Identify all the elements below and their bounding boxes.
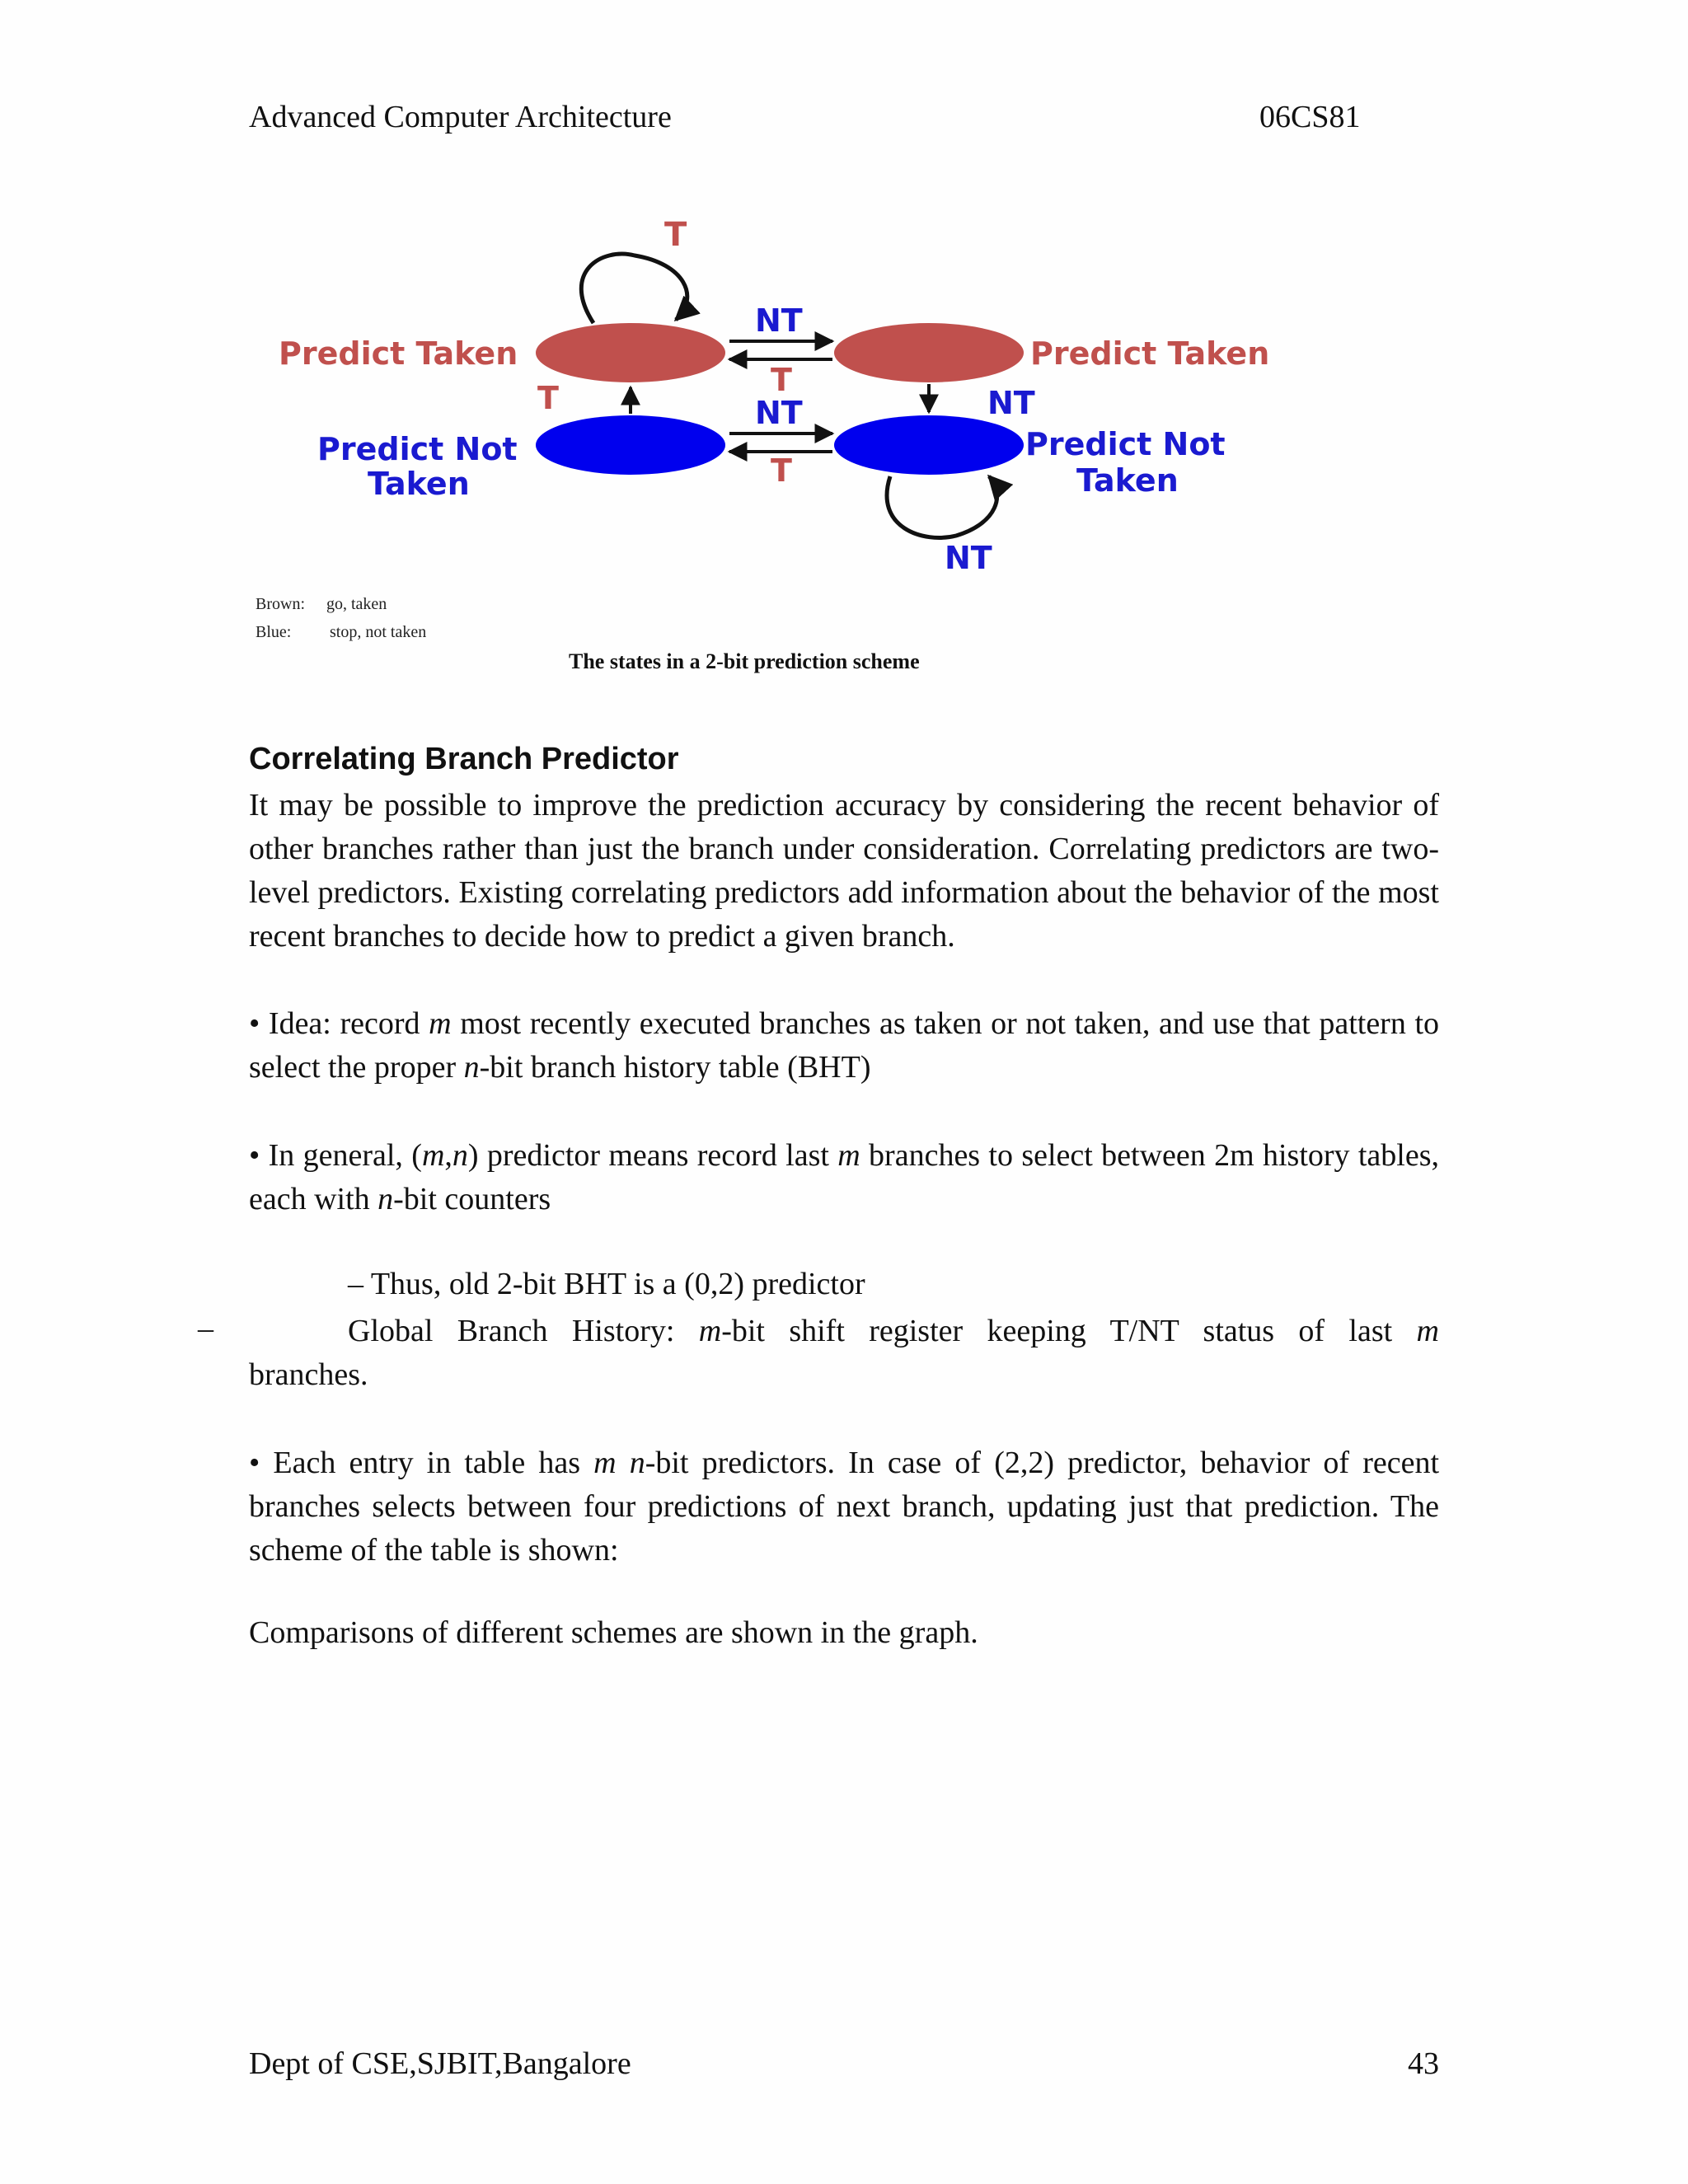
paragraph-old-bht: – Thus, old 2-bit BHT is a (0,2) predictor xyxy=(348,1267,865,1301)
footer-dept: Dept of CSE,SJBIT,Bangalore xyxy=(249,2046,631,2081)
header-course-code: 06CS81 xyxy=(1259,100,1361,134)
label-predict-not-right-1: Predict Not xyxy=(1025,426,1226,462)
label-nt-right: NT xyxy=(987,385,1035,421)
state-strong-not-taken xyxy=(834,415,1024,475)
label-predict-taken-right: Predict Taken xyxy=(1030,335,1270,372)
label-t-left: T xyxy=(537,380,559,416)
label-top-t: T xyxy=(664,216,687,254)
paragraph-global-history: Global Branch History: m-bit shift register keeping T/NT status of last m xyxy=(348,1314,1439,1348)
state-strong-taken xyxy=(536,323,725,382)
paragraph-intro: It may be possible to improve the prediction accuracy by considering the recent behavior of other branches rather than just the branch under consideration. Correlating predictors are two-level predictors. Existing correlating predictors add information about the behavior of the most recent branches to decide how to predict a given branch. xyxy=(249,788,1439,954)
diagram-caption: The states in a 2-bit prediction scheme xyxy=(569,649,920,673)
paragraph-idea: • Idea: record m most recently executed branches as taken or not taken, and use that pattern to select the proper n-bit branch history table (BHT) xyxy=(249,1006,1440,1085)
state-diagram xyxy=(0,0,1688,701)
label-nt-bottom: NT xyxy=(945,540,992,576)
legend-brown-key: Brown: xyxy=(256,595,305,613)
label-nt-top: NT xyxy=(755,302,803,339)
state-weak-taken xyxy=(834,323,1024,382)
label-predict-not-left-1: Predict Not xyxy=(317,431,518,467)
section-title: Correlating Branch Predictor xyxy=(249,742,679,776)
self-loop-taken-arrow xyxy=(581,254,687,323)
paragraph-comparisons: Comparisons of different schemes are shown in the graph. xyxy=(249,1615,978,1650)
paragraph-global-history-end: branches. xyxy=(249,1357,368,1392)
label-predict-not-right-2: Taken xyxy=(1076,462,1179,499)
state-weak-not-taken xyxy=(536,415,725,475)
self-loop-not-taken-arrow xyxy=(887,476,997,537)
legend-blue-value: stop, not taken xyxy=(330,623,427,641)
header-title: Advanced Computer Architecture xyxy=(249,100,672,134)
label-predict-taken-left: Predict Taken xyxy=(279,335,518,372)
footer-page-number: 43 xyxy=(1408,2046,1439,2081)
label-nt-mid: NT xyxy=(755,395,803,431)
label-t-mid: T xyxy=(771,362,792,398)
label-predict-not-left-2: Taken xyxy=(368,466,470,502)
legend-brown-value: go, taken xyxy=(326,595,387,613)
paragraph-general: • In general, (m,n) predictor means record last m branches to select between 2m history tables, each with n-bit counters xyxy=(249,1138,1440,1216)
dash-mark: – xyxy=(198,1311,213,1346)
legend-blue-key: Blue: xyxy=(256,623,292,641)
paragraph-each-entry: • Each entry in table has m n-bit predictors. In case of (2,2) predictor, behavior of recent branches selects between four predictions of next branch, updating just that prediction. The scheme of the table is shown: xyxy=(249,1446,1440,1568)
label-t-bottom: T xyxy=(771,452,792,489)
